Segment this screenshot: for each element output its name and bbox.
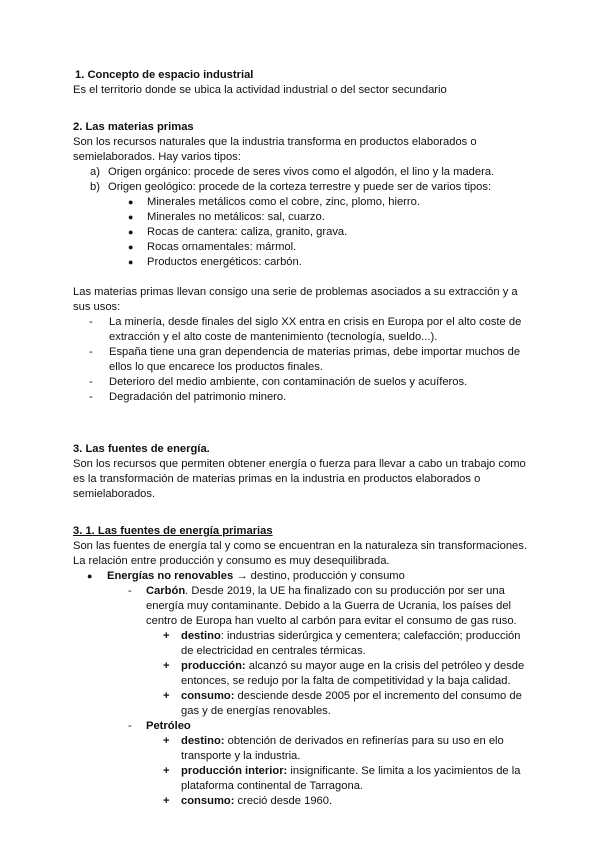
dash-icon: - [128, 585, 132, 597]
plus-icon: + [163, 735, 170, 747]
bullet-icon: ● [128, 227, 134, 237]
problems-intro: Las materias primas llevan consigo una serie de problemas asociados a su extracción y a sus usos: [73, 286, 518, 313]
list-item: + consumo: creció desde 1960. [163, 795, 333, 807]
dash-icon: - [128, 720, 132, 732]
list-item: a) Origen orgánico: procede de seres vivos como el algodón, el lino y la madera. [90, 166, 495, 178]
list-item: + producción interior: insignificante. Se limita a los yacimientos de la plataforma continental de Tarragona. [163, 765, 521, 792]
section-1-title: 1. Concepto de espacio industrial [75, 69, 254, 81]
section-3-text: Son los recursos que permiten obtener energía o fuerza para llevar a cabo un trabajo como es la transformación de materias primas en la industria en productos elaborados o semielaborados. [73, 458, 526, 500]
section-2-title: 2. Las materias primas [73, 121, 194, 133]
dash-icon: - [89, 316, 93, 328]
list-item: ● Rocas de cantera: caliza, granito, grava. [128, 226, 348, 238]
list-item: + destino: industrias siderúrgica y cementera; calefacción; producción de electricidad en centrales térmicas. [163, 630, 521, 657]
list-item [73, 719, 533, 734]
list-item: + consumo: desciende desde 2005 por el incremento del consumo de gas y de energías renovables. [163, 690, 522, 717]
list-item: - Carbón. Desde 2019, la UE ha finalizado con su producción por ser una energía muy contaminante. Debido a la Guerra de Ucrania, los países del centro de Europa han vuelto al carbón para evitar el consumo de gas ruso. [128, 585, 517, 627]
list-item: + producción: alcanzó su mayor auge en la crisis del petróleo y desde entonces, se redujo por la falta de competitividad y la baja calidad. [163, 660, 525, 687]
dash-icon: - [89, 346, 93, 358]
carbon-label: Carbón [146, 585, 186, 597]
dash-icon: - [89, 391, 93, 403]
plus-icon: + [163, 630, 170, 642]
section-3-title: 3. Las fuentes de energía. [73, 443, 210, 455]
section-1-text: Es el territorio donde se ubica la actividad industrial o del sector secundario [73, 84, 447, 96]
dash-icon: - [89, 376, 93, 388]
list-item: b) Origen geológico: procede de la corteza terrestre y puede ser de varios tipos: [90, 181, 492, 193]
plus-icon: + [163, 690, 170, 702]
list-item: ● Rocas ornamentales: mármol. [128, 241, 297, 253]
list-item: ● Energías no renovables → destino, producción y consumo [87, 570, 405, 582]
plus-icon: + [163, 795, 170, 807]
list-item: - La minería, desde finales del siglo XX entra en crisis en Europa por el alto coste de extracción y el alto coste de mantenimiento (tecnología, sueldo...). [89, 316, 522, 343]
section-2-intro: Son los recursos naturales que la industria transforma en productos elaborados o semielaborados. Hay varios tipos: [73, 136, 477, 163]
document-page [73, 68, 533, 809]
list-item: - Degradación del patrimonio minero. [89, 391, 287, 403]
list-item: ● Productos energéticos: carbón. [128, 256, 302, 268]
list-item: ● Minerales metálicos como el cobre, zinc, plomo, hierro. [128, 196, 420, 208]
bullet-icon: ● [128, 242, 134, 252]
bullet-icon: ● [128, 197, 134, 207]
list-item: + destino: obtención de derivados en refinerías para su uso en elo transporte y la industria. [163, 735, 504, 762]
list-item: - España tiene una gran dependencia de materias primas, debe importar muchos de ellos lo que encarece los productos finales. [89, 346, 521, 373]
list-item: - Deterioro del medio ambiente, con contaminación de suelos y acuíferos. [89, 376, 468, 388]
bullet-icon: ● [128, 212, 134, 222]
section-3-1-text: Son las fuentes de energía tal y como se encuentran en la naturaleza sin transformaciones. La relación entre producción y consumo es muy desequilibrada. [73, 540, 527, 567]
list-item: ● Minerales no metálicos: sal, cuarzo. [128, 211, 325, 223]
section-3-1-title: 3. 1. Las fuentes de energía primarias [73, 525, 273, 537]
plus-icon: + [163, 660, 170, 672]
petroleo-label: Petróleo [146, 720, 191, 732]
nonrenew-label: Energías no renovables [107, 570, 234, 582]
bullet-icon: ● [87, 571, 93, 581]
plus-icon: + [163, 765, 170, 777]
bullet-icon: ● [128, 257, 134, 267]
